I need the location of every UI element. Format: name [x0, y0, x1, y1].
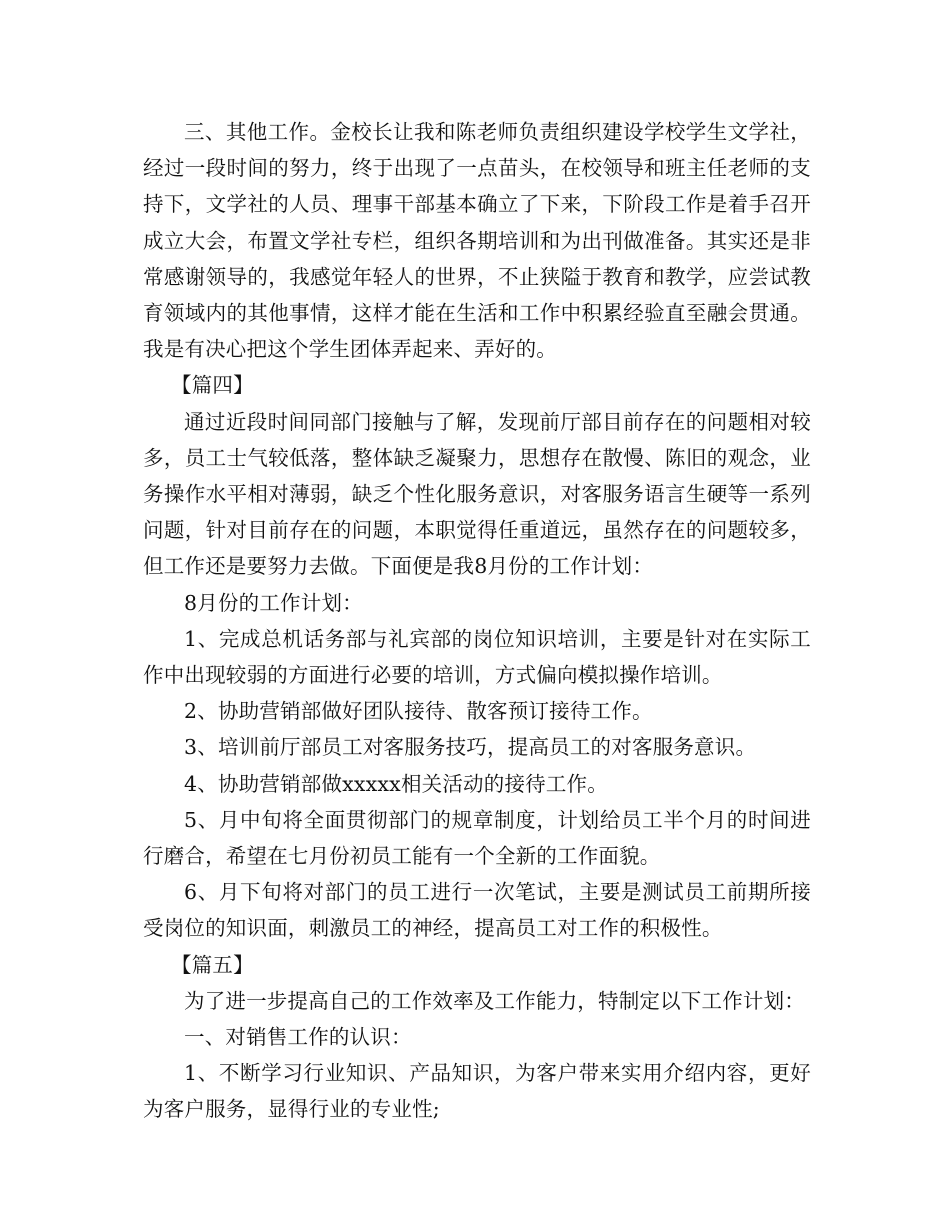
plan-item-2: 2、协助营销部做好团队接待、散客预订接待工作。: [184, 699, 653, 724]
paragraph-plan-title: 8月份的工作计划：: [184, 590, 363, 615]
plan-item-4: 4、协助营销部做xxxxx相关活动的接待工作。: [184, 771, 608, 796]
sales-item-1: 1、不断学习行业知识、产品知识，为客户带来实用介绍内容，更好为客户服务，显得行业的专业性;: [143, 1061, 811, 1122]
plan-item-6: 6、月下旬将对部门的员工进行一次笔试，主要是测试员工前期所接受岗位的知识面，刺激员工的神经，提高员工对工作的积极性。: [143, 880, 811, 941]
subheading-sales-understanding: 一、对销售工作的认识：: [184, 1025, 412, 1050]
paragraph-part-five-intro: 为了进一步提高自己的工作效率及工作能力，特制定以下工作计划：: [184, 988, 805, 1013]
plan-item-5: 5、月中旬将全面贯彻部门的规章制度，计划给员工半个月的时间进行磨合，希望在七月份初员工能有一个全新的工作面貌。: [143, 807, 811, 869]
section-heading-part-four: 【篇四】: [171, 373, 254, 398]
section-heading-part-five: 【篇五】: [171, 952, 254, 977]
document-body: [143, 114, 811, 1128]
paragraph-other-work: 三、其他工作。金校长让我和陈老师负责组织建设学校学生文学社，经过一段时间的努力，终于出现了一点苗头，在校领导和班主任老师的支持下，文学社的人员、理事干部基本确立了下来，下阶段工作是着手召开成立大会，布置文学社专栏，组织各期培训和为出刊做准备。其实还是非常感谢领导的，我感觉年轻人的世界，不止狭隘于教育和教学，应尝试教育领域内的其他事情，这样才能在生活和工作中积累经验直至融会贯通。我是有决心把这个学生团体弄起来、弄好的。: [143, 120, 811, 362]
plan-item-1: 1、完成总机话务部与礼宾部的岗位知识培训，主要是针对在实际工作中出现较弱的方面进行必要的培训，方式偏向模拟操作培训。: [143, 626, 811, 688]
paragraph-front-office-intro: 通过近段时间同部门接触与了解，发现前厅部目前存在的问题相对较多，员工士气较低落，整体缺乏凝聚力，思想存在散慢、陈旧的观念，业务操作水平相对薄弱，缺乏个性化服务意识，对客服务语言生硬等一系列问题，针对目前存在的问题，本职觉得任重道远，虽然存在的问题较多，但工作还是要努力去做。下面便是我8月份的工作计划：: [143, 409, 811, 579]
plan-item-3: 3、培训前厅部员工对客服务技巧，提高员工的对客服务意识。: [184, 735, 757, 760]
